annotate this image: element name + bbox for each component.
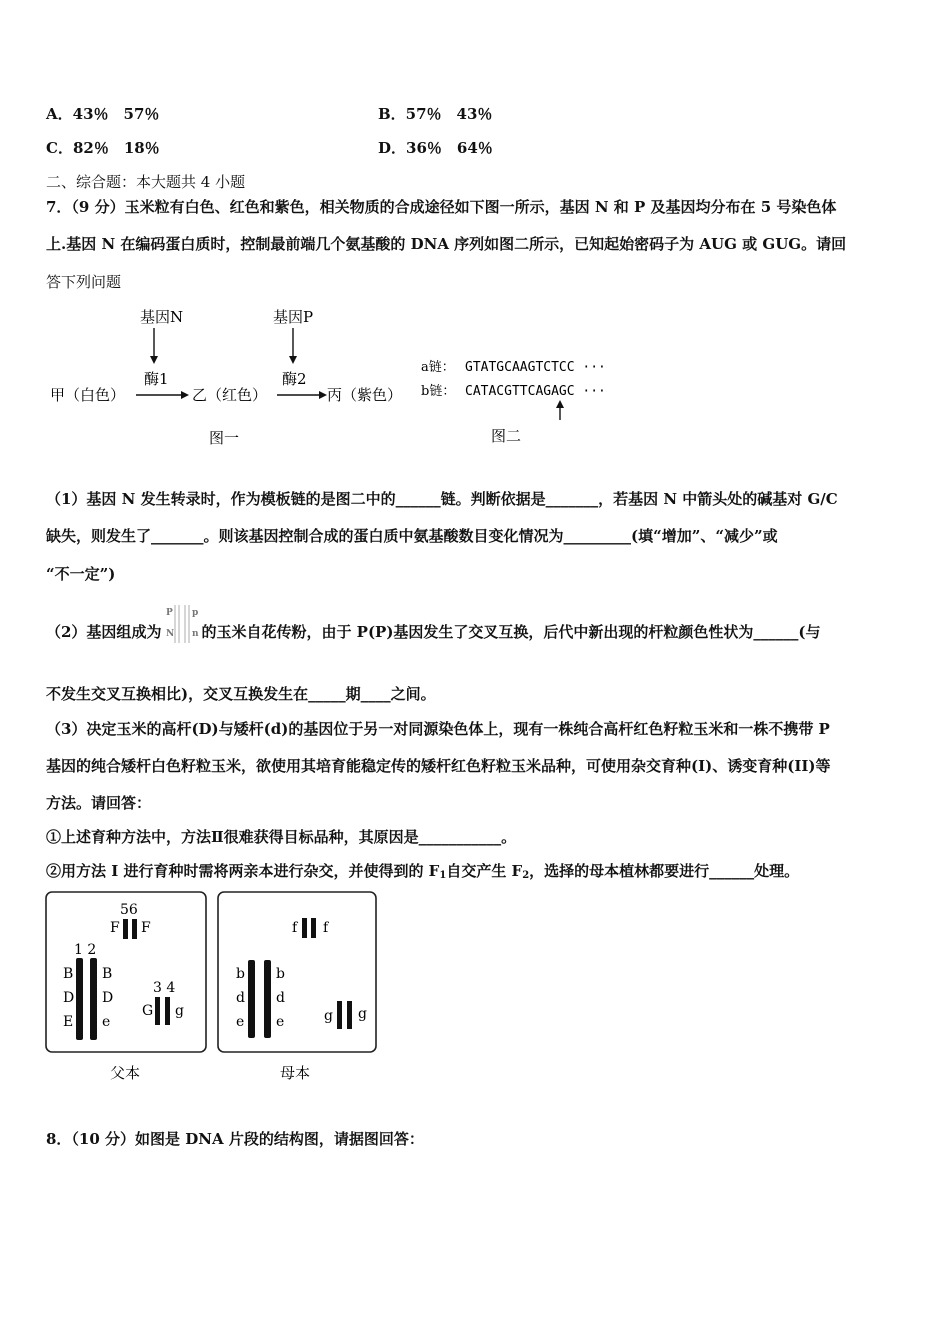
q7-part1-line1: （1）基因 N 发生转录时，作为模板链的是图二中的______链。判断依据是_______，若基因 N 中箭头处的碱基对 G/C bbox=[46, 490, 838, 508]
q8-line1: 8．（10 分）如图是 DNA 片段的结构图，请据图回答： bbox=[46, 1130, 424, 1148]
mother-l-gene2: d bbox=[236, 990, 245, 1006]
option-c: C．82％ 18％ bbox=[46, 139, 160, 157]
mother-g-left: g bbox=[324, 1008, 333, 1024]
fig2-caption: 图二 bbox=[491, 427, 522, 445]
genotype-figure bbox=[161, 608, 201, 639]
pathway-figure bbox=[40, 300, 640, 460]
q7-part1-line3: “不一定”) bbox=[46, 565, 116, 583]
mother-l-gene1: b bbox=[236, 966, 245, 982]
q7-line1: 7．（9 分）玉米粒有白色、红色和紫色，相关物质的合成途径如下图一所示，基因 N 和 P 及基因均分布在 5 号染色体 bbox=[46, 198, 837, 216]
geno-p-upper: P bbox=[166, 608, 174, 618]
q7-sub1: ①上述育种方法中，方法Ⅱ很难获得目标品种，其原因是___________。 bbox=[46, 828, 517, 846]
mother-l-gene3: e bbox=[236, 1014, 245, 1030]
mother-g-right: g bbox=[358, 1006, 367, 1022]
father-f-right: F bbox=[141, 920, 151, 936]
option-b: B．57％ 43％ bbox=[378, 105, 493, 123]
enzyme1-label: 酶1 bbox=[144, 370, 169, 388]
q7-part2-line1 bbox=[46, 608, 821, 642]
option-d: D．36％ 64％ bbox=[378, 139, 493, 157]
gene-p-label: 基因P bbox=[273, 308, 314, 326]
f1-sub: 1 bbox=[439, 870, 447, 881]
bing-label: 丙（紫色） bbox=[327, 386, 403, 404]
geno-p-lower: p bbox=[192, 608, 199, 618]
father-r-gene2: D bbox=[102, 990, 114, 1006]
father-nums-small: 3 4 bbox=[153, 980, 176, 996]
q7-part2-line2: 不发生交叉互换相比)，交叉互换发生在_____期____之间。 bbox=[46, 685, 436, 703]
q7-sub2-post: ，选择的母本植林都要进行______处理。 bbox=[529, 862, 800, 880]
chromosome-figure bbox=[44, 890, 384, 1090]
q7-line3: 答下列问题 bbox=[46, 273, 122, 291]
father-g-right: g bbox=[175, 1003, 184, 1019]
q7-line2: 上.基因 N 在编码蛋白质时，控制最前端几个氨基酸的 DNA 序列如图二所示，已知起始密码子为 AUG 或 GUG。请回 bbox=[46, 235, 847, 253]
mother-caption: 母本 bbox=[280, 1064, 311, 1082]
father-nums-left: 1 2 bbox=[74, 942, 97, 958]
q7-part1-line2: 缺失，则发生了_______。则该基因控制合成的蛋白质中氨基酸数目变化情况为_________(填“增加”、“减少”或 bbox=[46, 527, 778, 545]
q7-part3-line1: （3）决定玉米的高杆(D)与矮杆(d)的基因位于另一对同源染色体上，现有一株纯合高杆红色籽粒玉米和一株不携带 P bbox=[46, 720, 830, 738]
b-chain-label: b链： bbox=[421, 384, 456, 399]
b-chain-seq: CATACGTTCAGAGC ··· bbox=[465, 384, 606, 399]
a-chain-label: a链： bbox=[421, 360, 455, 375]
q7-sub2-pre: ②用方法 I 进行育种时需将两亲本进行杂交，并使得到的 F bbox=[46, 862, 440, 880]
mother-f-right: f bbox=[323, 920, 329, 936]
section-title: 二、综合题：本大题共 4 小题 bbox=[46, 173, 246, 191]
yi-label: 乙（红色） bbox=[192, 386, 268, 404]
fig1-caption: 图一 bbox=[209, 429, 240, 447]
geno-n-lower: n bbox=[192, 629, 199, 639]
father-nums-top: 56 bbox=[120, 902, 138, 918]
option-a: A．43％ 57％ bbox=[46, 105, 160, 123]
q7-sub2 bbox=[46, 860, 799, 881]
q7-part3-line3: 方法。请回答： bbox=[46, 794, 152, 812]
q7-sub2-mid: 自交产生 F bbox=[446, 862, 523, 880]
father-r-gene1: B bbox=[102, 966, 113, 982]
jia-label: 甲（白色） bbox=[50, 386, 126, 404]
mother-f-left: f bbox=[292, 920, 298, 936]
q7-part2-suffix: 的玉米自花传粉，由于 P(P)基因发生了交叉互换，后代中新出现的杆粒颜色性状为______(与 bbox=[201, 623, 821, 641]
father-l-gene2: D bbox=[63, 990, 75, 1006]
father-f-left: F bbox=[110, 920, 120, 936]
father-l-gene3: E bbox=[63, 1014, 74, 1030]
mother-r-gene1: b bbox=[276, 966, 285, 982]
mother-r-gene3: e bbox=[276, 1014, 285, 1030]
mother-r-gene2: d bbox=[276, 990, 285, 1006]
f2-sub: 2 bbox=[522, 870, 530, 881]
a-chain-seq: GTATGCAAGTCTCC ··· bbox=[465, 360, 606, 375]
geno-n-upper: N bbox=[166, 629, 175, 639]
gene-n-label: 基因N bbox=[140, 308, 184, 326]
enzyme2-label: 酶2 bbox=[282, 370, 307, 388]
q7-part3-line2: 基因的纯合矮杆白色籽粒玉米，欲使用其培育能稳定传的矮杆红色籽粒玉米品种，可使用杂交育种(I)、诱变育种(II)等 bbox=[46, 757, 831, 775]
q7-part2-prefix: （2）基因组成为 bbox=[46, 623, 162, 641]
father-g-left: G bbox=[142, 1003, 154, 1019]
father-caption: 父本 bbox=[110, 1064, 141, 1082]
father-l-gene1: B bbox=[63, 966, 74, 982]
father-r-gene3: e bbox=[102, 1014, 111, 1030]
